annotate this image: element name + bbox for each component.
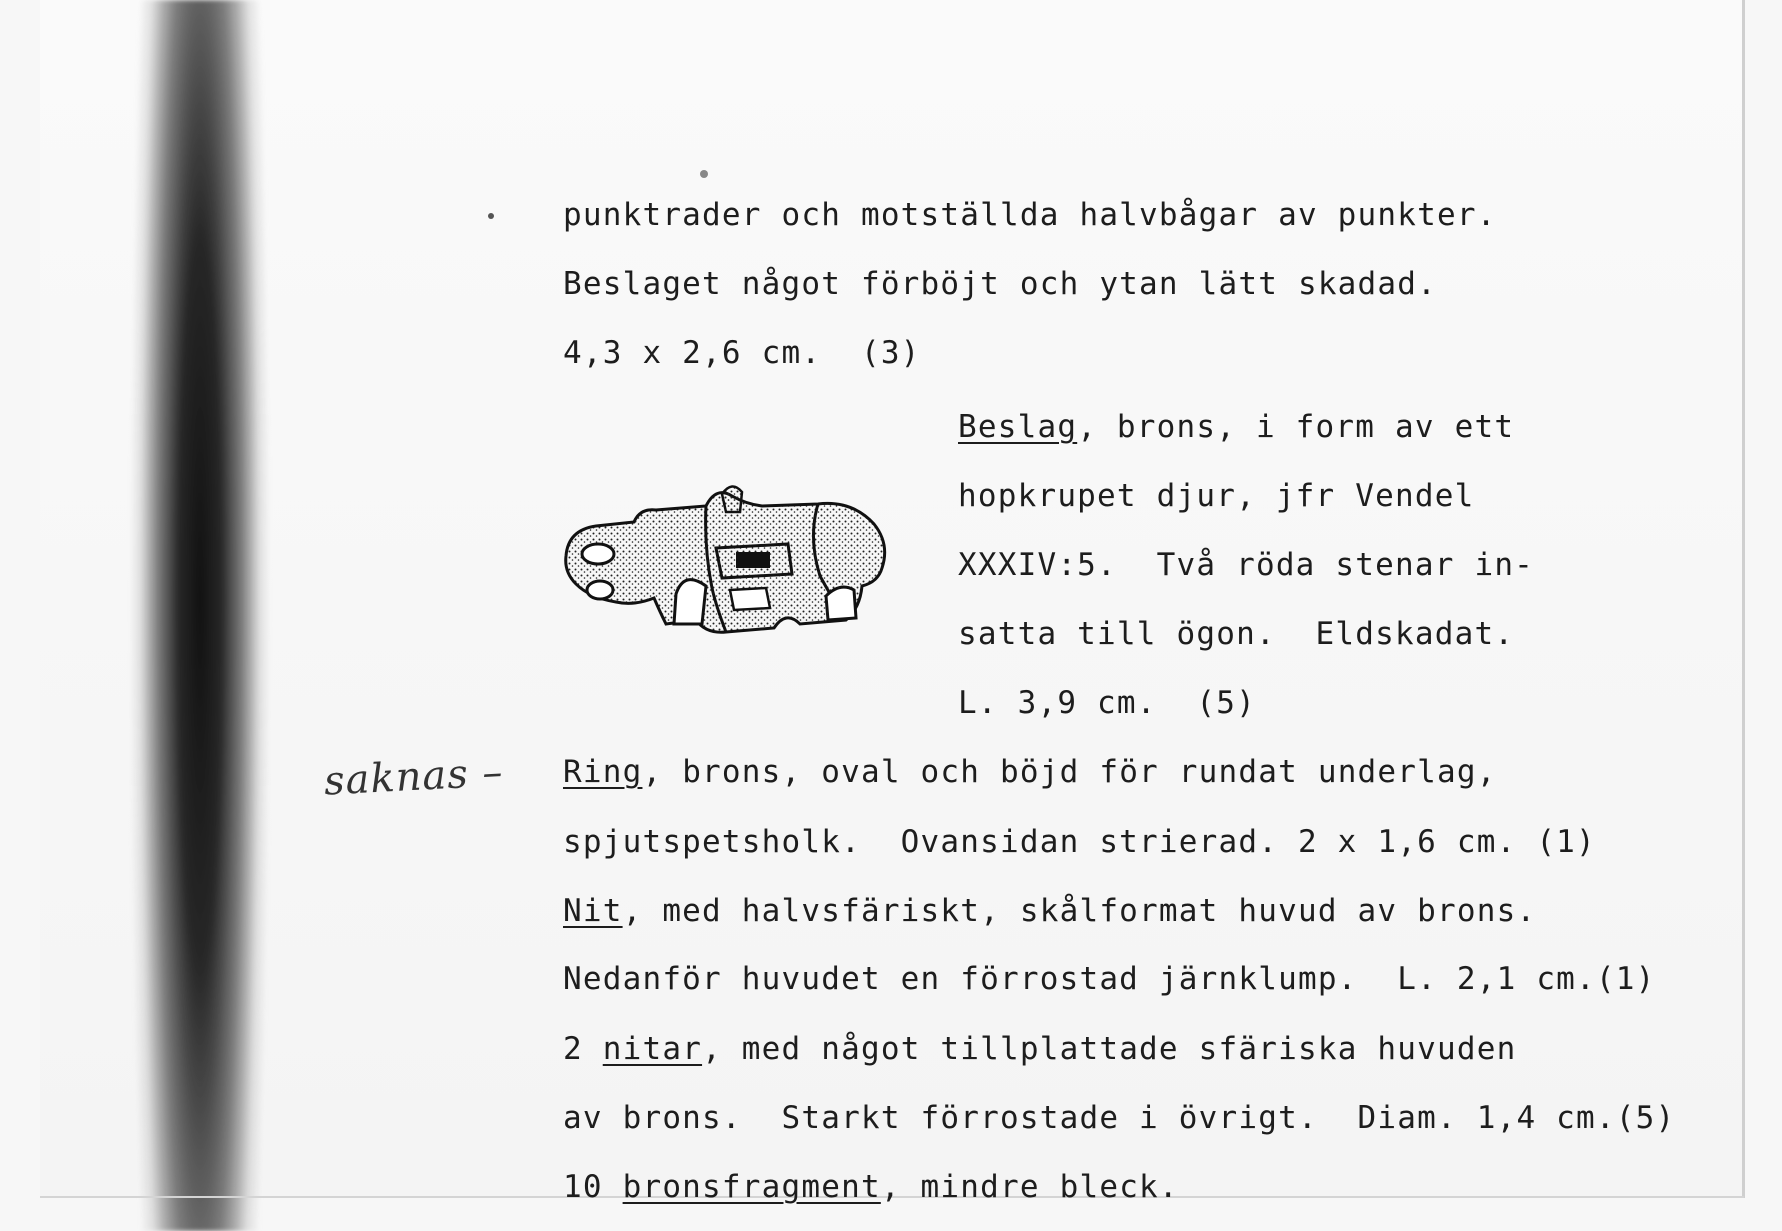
beslag-line-3: XXXIV:5. Två röda stenar in- (958, 547, 1535, 583)
animal-mount-drawing (556, 478, 892, 638)
nit-entry (563, 891, 1536, 931)
beslag-line-4: satta till ögon. Eldskadat. (958, 616, 1515, 652)
fragment-prefix: 10 (563, 1169, 623, 1205)
nit-line-2: Nedanför huvudet en förrostad järnklump. L. 2,1 cm.(1) (563, 961, 1656, 997)
nitar-line-2: av brons. Starkt förrostade i övrigt. Diam. 1,4 cm.(5) (563, 1100, 1676, 1136)
nitar-prefix: 2 (563, 1031, 603, 1067)
nitar-rest: , med något tillplattade sfäriska huvuden (702, 1031, 1517, 1067)
nitar-term: nitar (602, 1031, 703, 1067)
ring-entry (563, 752, 1497, 792)
nitar-entry (563, 1029, 1516, 1069)
beslag-rest: , brons, i form av ett (1077, 409, 1515, 445)
beslag-entry (958, 407, 1514, 447)
handwritten-note: saknas – (322, 749, 505, 805)
nit-rest: , med halvsfäriskt, skålformat huvud av brons. (622, 893, 1537, 929)
text-line-1: punktrader och motställda halvbågar av punkter. (563, 197, 1497, 233)
ring-rest: , brons, oval och böjd för rundat underlag, (642, 754, 1497, 790)
beslag-line-5: L. 3,9 cm. (5) (958, 685, 1256, 721)
text-line-3: 4,3 x 2,6 cm. (3) (563, 335, 921, 371)
text-line-2: Beslaget något förböjt och ytan lätt skadad. (563, 266, 1437, 302)
beslag-term: Beslag (958, 409, 1078, 445)
margin-dot (488, 213, 494, 219)
ring-line-2: spjutspetsholk. Ovansidan strierad. 2 x 1,6 cm. (1) (563, 824, 1596, 860)
page-edge-right (1742, 0, 1745, 1198)
speck (700, 170, 708, 178)
beslag-line-2: hopkrupet djur, jfr Vendel (958, 478, 1475, 514)
fragment-term: bronsfragment (622, 1169, 881, 1205)
fragment-rest: , mindre bleck. (880, 1169, 1179, 1205)
fragment-entry (563, 1167, 1179, 1207)
binding-shadow (80, 0, 320, 1231)
nit-term: Nit (563, 893, 623, 929)
ring-term: Ring (563, 754, 643, 790)
